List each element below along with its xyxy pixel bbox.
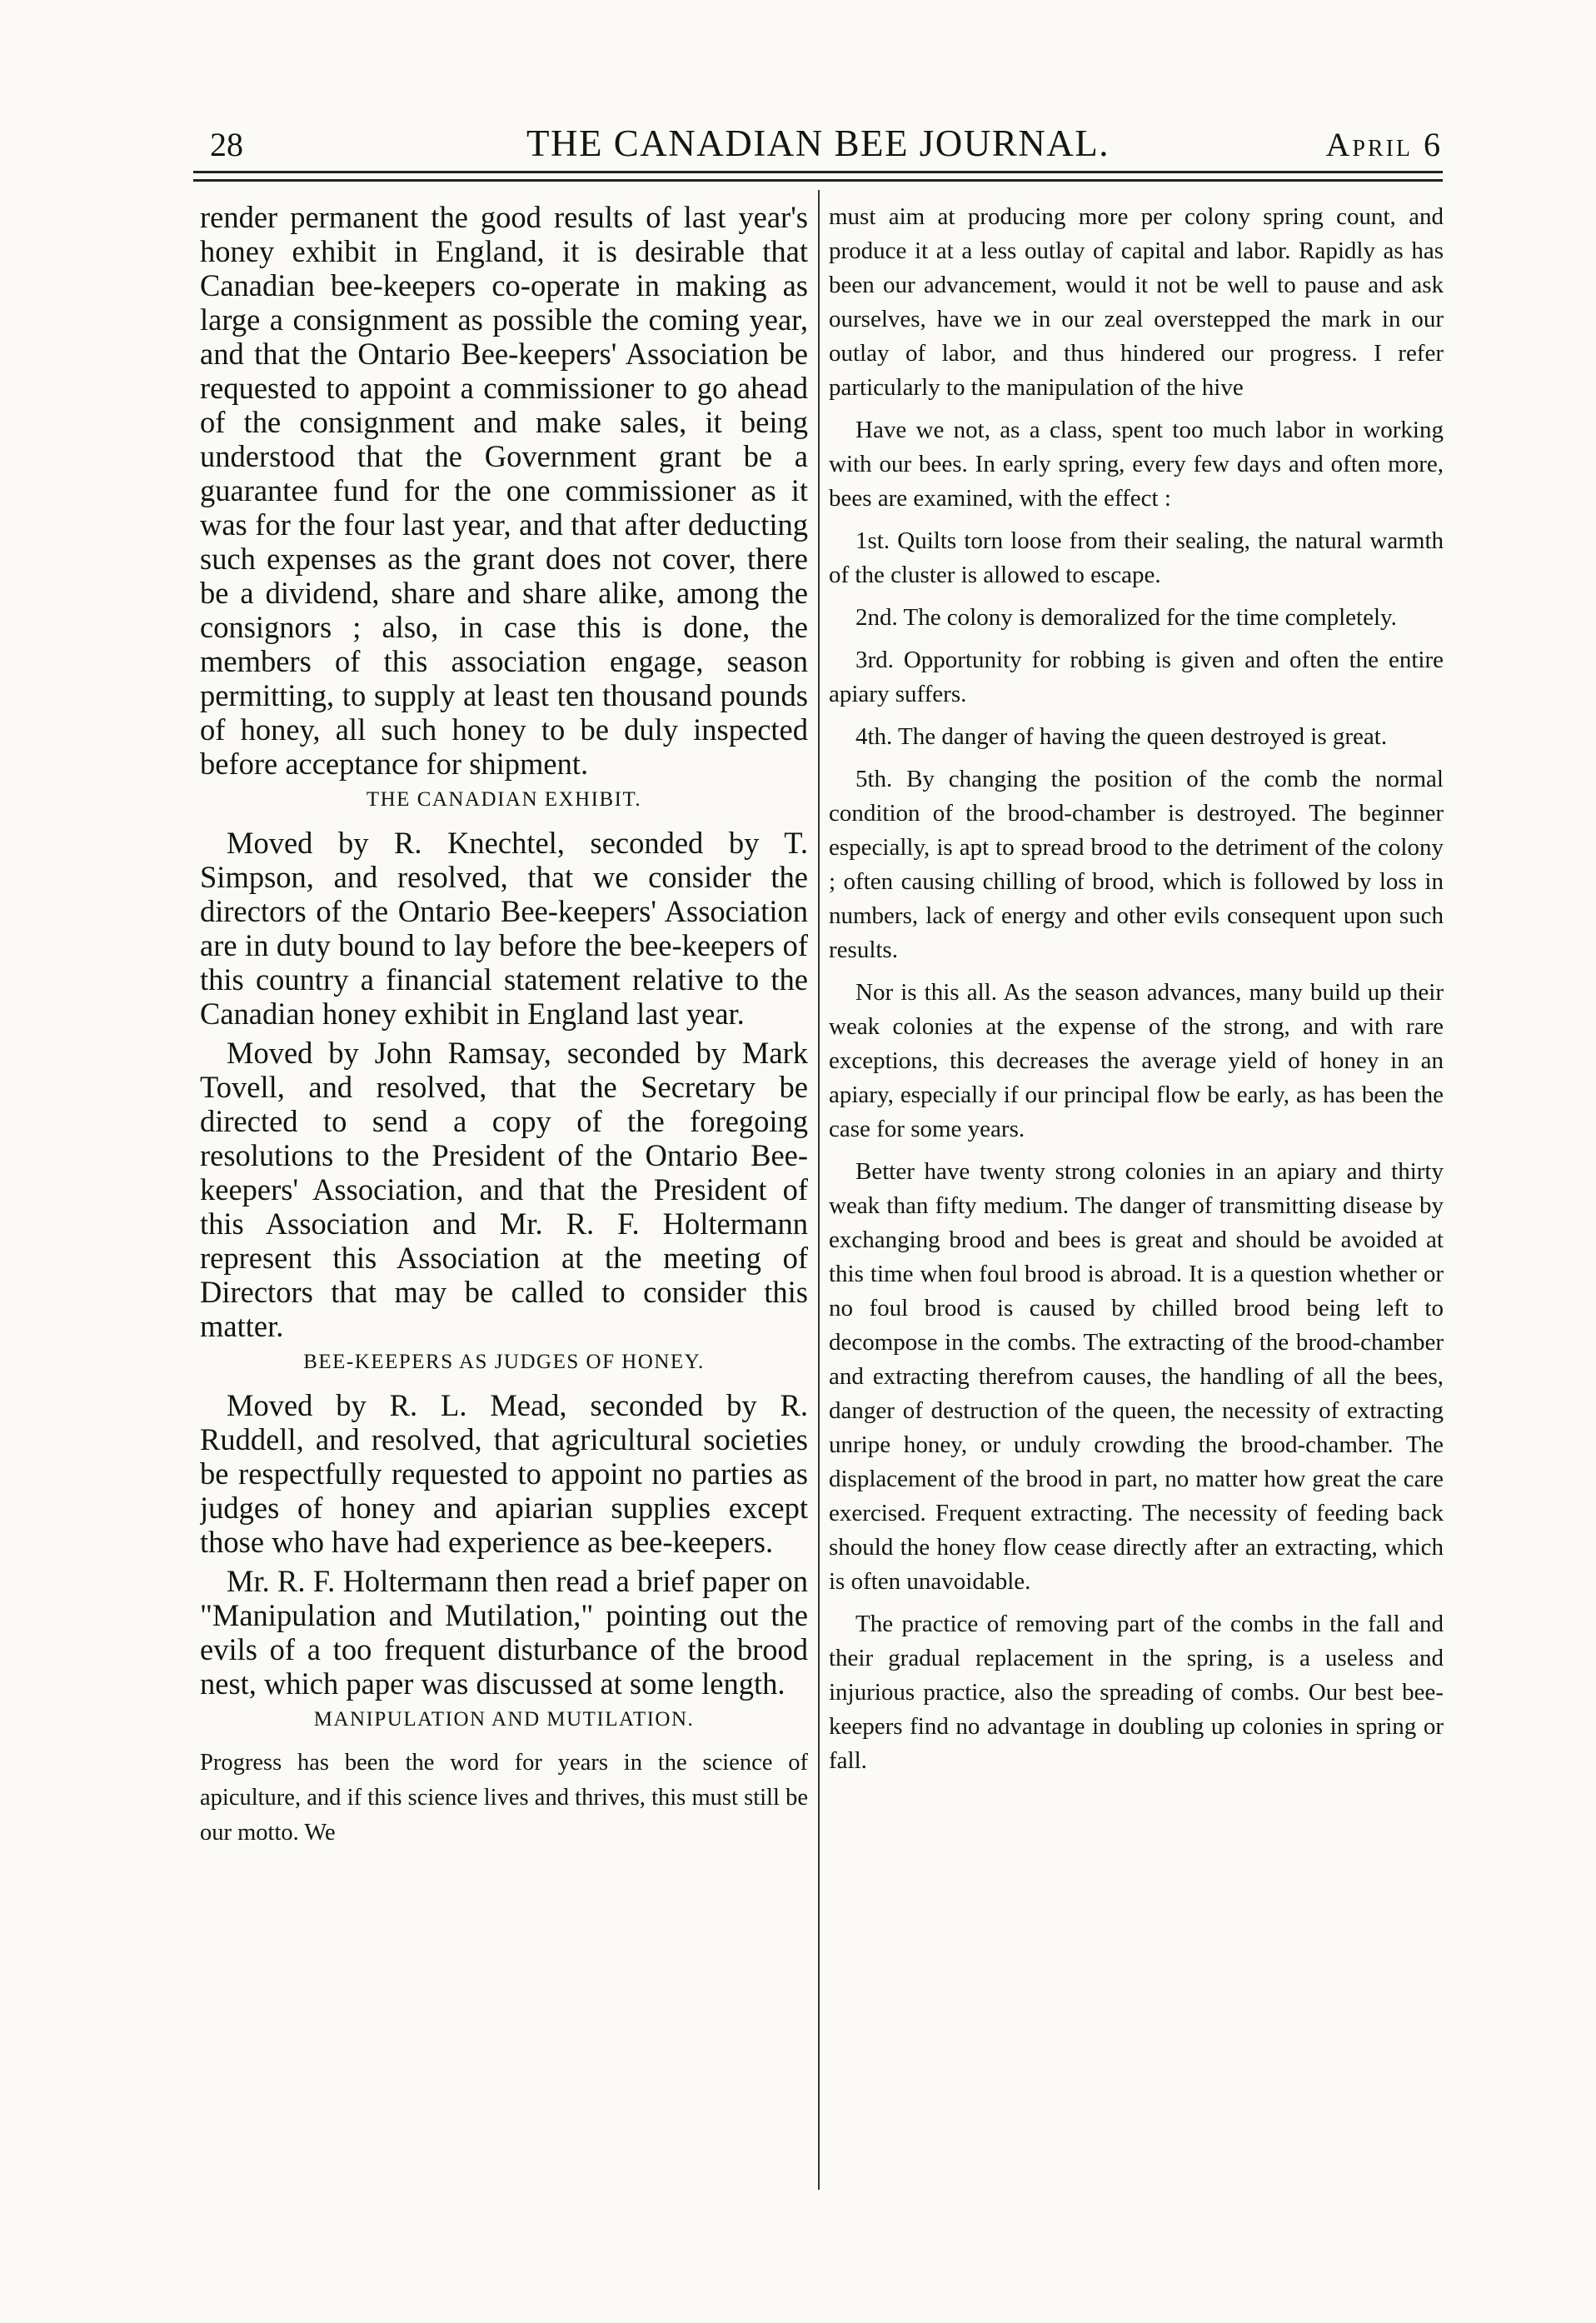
left-column: [200, 200, 808, 2158]
header-rule-bottom: [193, 179, 1443, 182]
issue-date: April 6: [1325, 126, 1443, 163]
left-paragraph-1: render permanent the good results of last year's honey exhibit in England, it is desirable that Canadian bee-keepers co-operate in making as large a consignment as possible the coming year, and that the Ontario Bee-keepers' Association be requested to appoint a commissioner to go ahead of the consignment and make sales, it being understood that the Government grant be a guarantee fund for the one commissioner as it was for the four last year, and that after deducting such expenses as the grant does not cover, there be a dividend, share and share alike, among the consignors ; also, in case this is done, the members of this association engage, season permitting, to supply at least ten thousand pounds of honey, all such honey to be duly inspected before acceptance for shipment.: [200, 200, 808, 781]
right-paragraph-7: 5th. By changing the position of the comb the normal condition of the brood-chamber is destroyed. The beginner especially, is apt to spread brood to the detriment of the colony ; often causing chilling of brood, which is followed by loss in numbers, lack of energy and other evils consequent upon such results.: [829, 766, 1444, 963]
right-paragraph-10: The practice of removing part of the combs in the fall and their gradual replacement in the spring, is a useless and injurious practice, also the spreading of combs. Our best bee-keepers find no advantage in doubling up colonies in spring or fall.: [829, 1611, 1444, 1774]
column-divider: [818, 190, 820, 2190]
right-paragraph-8: Nor is this all. As the season advances, many build up their weak colonies at the expense of the strong, and with rare exceptions, this decreases the average yield of honey in an apiary, especially if our principal flow be early, as has been the case for some years.: [829, 979, 1444, 1142]
section-heading-judges-of-honey: BEE-KEEPERS AS JUDGES OF HONEY.: [303, 1351, 705, 1373]
journal-title: THE CANADIAN BEE JOURNAL.: [526, 122, 1110, 164]
left-paragraph-3: Moved by John Ramsay, seconded by Mark Tovell, and resolved, that the Secretary be directed to send a copy of the foregoing resolutions to the President of the Ontario Bee-keepers' Association, and that the President of this Association and Mr. R. F. Holtermann represent this Association at the meeting of Directors that may be called to consider this matter.: [200, 1036, 808, 1343]
page-number: 28: [210, 126, 243, 163]
right-paragraph-6: 4th. The danger of having the queen destroyed is great.: [855, 723, 1388, 750]
right-paragraph-4: 2nd. The colony is demoralized for the time completely.: [855, 604, 1397, 631]
left-paragraph-4: Moved by R. L. Mead, seconded by R. Ruddell, and resolved, that agricultural societies be respectfully requested to appoint no parties as judges of honey and apiarian supplies except those who have had experience as bee-keepers.: [200, 1388, 808, 1559]
right-paragraph-1: must aim at producing more per colony spring count, and produce it at a less outlay of capital and labor. Rapidly as has been our advancement, would it not be well to pause and ask ourselves, have we in our zeal overstepped the mark in our outlay of labor, and thus hindered our progress. I refer particularly to the manipulation of the hive: [829, 203, 1444, 401]
right-column: [829, 200, 1444, 2233]
left-paragraph-5: Mr. R. F. Holtermann then read a brief paper on "Manipulation and Mutilation," pointing out the evils of a too frequent disturbance of the brood nest, which paper was discussed at some length.: [200, 1564, 808, 1701]
header-rule-top: [193, 171, 1443, 173]
section-heading-manipulation: MANIPULATION AND MUTILATION.: [313, 1708, 695, 1731]
right-paragraph-5: 3rd. Opportunity for robbing is given and often the entire apiary suffers.: [829, 647, 1444, 707]
left-paragraph-2: Moved by R. Knechtel, seconded by T. Simpson, and resolved, that we consider the directors of the Ontario Bee-keepers' Association are in duty bound to lay before the bee-keepers of this country a financial statement relative to the Canadian honey exhibit in England last year.: [200, 826, 808, 1031]
right-paragraph-3: 1st. Quilts torn loose from their sealing, the natural warmth of the cluster is allowed to escape.: [829, 527, 1444, 588]
page-header: [193, 117, 1443, 167]
left-paragraph-6: Progress has been the word for years in the science of apiculture, and if this science lives and thrives, this must still be our motto. We: [200, 1750, 808, 1846]
section-heading-canadian-exhibit: THE CANADIAN EXHIBIT.: [366, 788, 642, 811]
right-paragraph-2: Have we not, as a class, spent too much labor in working with our bees. In early spring, every few days and often more, bees are examined, with the effect :: [829, 417, 1444, 512]
right-paragraph-9: Better have twenty strong colonies in an apiary and thirty weak than fifty medium. The danger of transmitting disease by exchanging brood and bees is great and should be avoided at this time when foul brood is abroad. It is a question whether or no foul brood is caused by chilled brood being left to decompose in the combs. The extracting of the brood-chamber and extracting therefrom causes, the handling of all the bees, danger of destruction of the queen, the necessity of extracting unripe honey, or unduly crowding the brood-chamber. The displacement of the brood in part, no matter how great the care exercised. Frequent extracting. The necessity of feeding back should the honey flow cease directly after an extracting, which is often unavoidable.: [829, 1158, 1444, 1595]
